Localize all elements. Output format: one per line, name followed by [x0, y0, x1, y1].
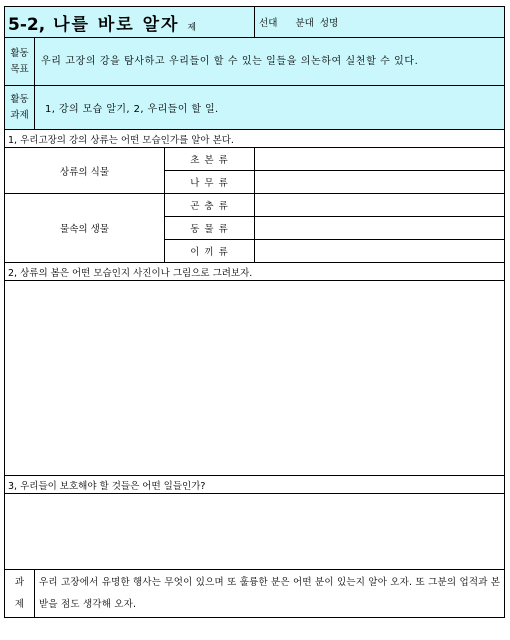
answer-cell[interactable]	[255, 240, 505, 263]
answer-cell[interactable]	[255, 171, 505, 194]
drawing-area[interactable]	[5, 281, 505, 476]
plant-type-herb: 초 본 류	[165, 148, 255, 171]
assignment-label: 과 제	[5, 570, 35, 618]
worksheet-table	[4, 6, 505, 618]
goal-label: 활동 목표	[5, 38, 35, 86]
assignment-text: 우리 고장에서 유명한 행사는 무엇이 있으며 또 훌륭한 분은 어떤 분이 있는지 알아 오자. 또 그분의 업적과 본받을 점도 생각해 오자.	[35, 570, 505, 618]
section1-question: 1, 우리고장의 강의 상류는 어떤 모습인가를 알아 본다.	[5, 130, 505, 148]
answer-cell[interactable]	[255, 194, 505, 217]
section3-question: 3, 우리들이 보호해야 할 것들은 어떤 일들인가?	[5, 476, 505, 494]
plants-label: 상류의 식물	[5, 148, 165, 194]
lesson-number: 5-2,	[8, 14, 46, 35]
lesson-suffix: 제	[187, 22, 197, 33]
animal-type-animal: 동 물 류	[165, 217, 255, 240]
animals-label: 물속의 생물	[5, 194, 165, 263]
animal-type-insect: 곤 충 류	[165, 194, 255, 217]
student-info: 선대 분대 성명	[255, 7, 505, 38]
section2-question: 2, 상류의 봄은 어떤 모습인지 사진이나 그림으로 그려보자.	[5, 263, 505, 281]
plant-type-tree: 나 무 류	[165, 171, 255, 194]
goal-text: 우리 고장의 강을 탐사하고 우리들이 할 수 있는 일들을 의논하여 실천할 수 있다.	[35, 38, 505, 86]
task-text: 1, 강의 모습 알기, 2, 우리들이 할 일.	[35, 86, 505, 130]
animal-type-moss: 이 끼 류	[165, 240, 255, 263]
answer-cell[interactable]	[255, 148, 505, 171]
lesson-name: 나를 바로 알자	[53, 14, 180, 35]
task-label: 활동 과제	[5, 86, 35, 130]
lesson-title	[5, 7, 255, 38]
protection-answer-area[interactable]	[5, 494, 505, 570]
answer-cell[interactable]	[255, 217, 505, 240]
